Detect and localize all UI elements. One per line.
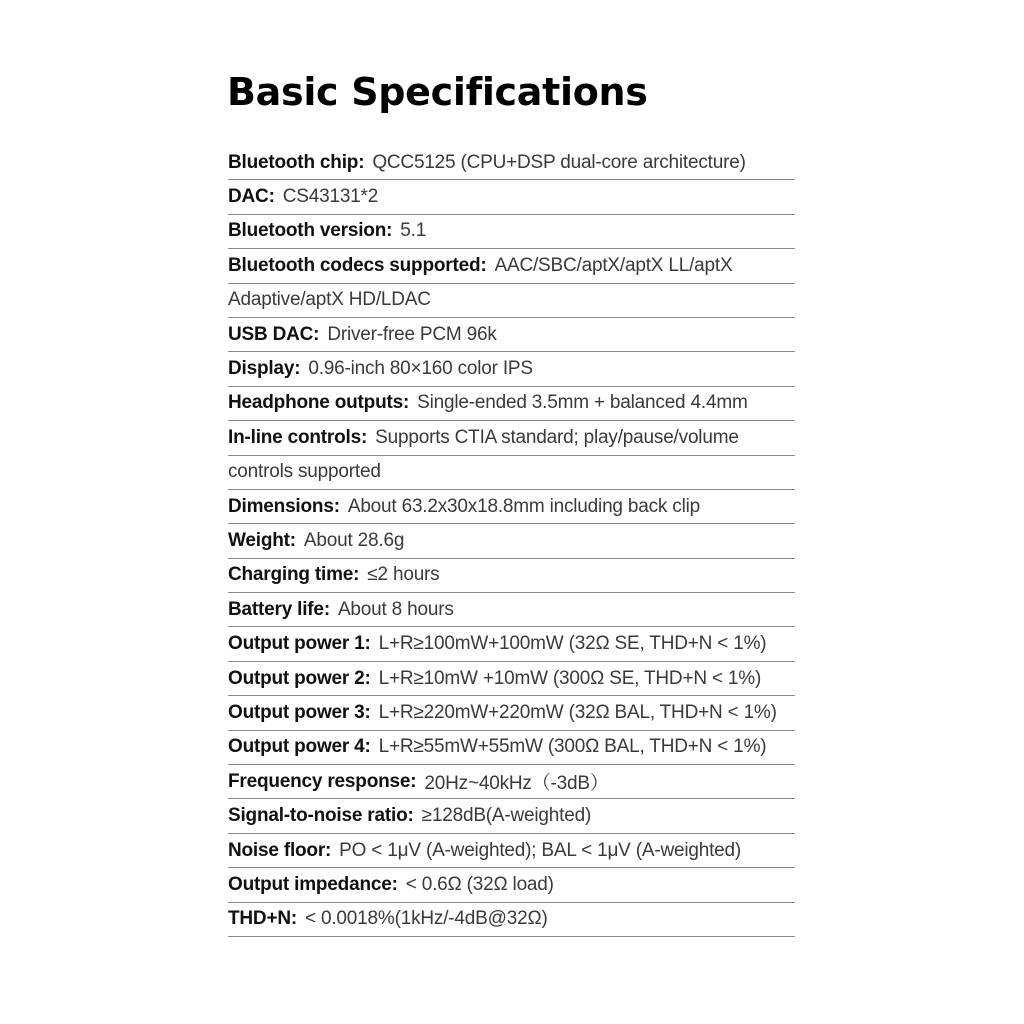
spec-separator: : (325, 839, 332, 861)
spec-separator: : (364, 667, 371, 689)
spec-value: About 8 hours (337, 598, 454, 620)
spec-label: Noise floor (228, 839, 326, 861)
spec-value: Driver-free PCM 96k (327, 323, 497, 345)
spec-label: Signal-to-noise ratio (228, 805, 408, 827)
spec-row-display (228, 352, 795, 386)
spec-row-bluetooth-codecs-continued (228, 284, 795, 318)
spec-row-usb-dac (228, 318, 795, 352)
spec-value: PO < 1μV (A-weighted); BAL < 1μV (A-weighted) (339, 839, 742, 861)
spec-value: 5.1 (400, 220, 427, 242)
spec-label: DAC (228, 186, 269, 208)
spec-row-output-power-1 (228, 627, 795, 661)
spec-separator: : (364, 701, 371, 723)
spec-separator: : (407, 805, 414, 827)
spec-row-output-impedance (228, 868, 795, 902)
spec-value: ≥128dB(A-weighted) (421, 805, 592, 827)
spec-separator: : (364, 633, 371, 655)
spec-separator: : (290, 908, 298, 930)
spec-row-thd-n (228, 903, 795, 937)
spec-value: Single-ended 3.5mm + balanced 4.4mm (417, 392, 748, 414)
spec-value: L+R≥55mW+55mW (300Ω BAL, THD+N < 1%) (378, 736, 767, 758)
spec-label: Bluetooth codecs supported (228, 254, 481, 276)
spec-label: In-line controls (228, 426, 361, 448)
spec-separator: : (333, 495, 340, 517)
spec-label: Output power 2 (228, 667, 365, 689)
spec-value: L+R≥220mW+220mW (32Ω BAL, THD+N < 1%) (378, 701, 777, 723)
spec-row-bluetooth-chip (228, 146, 795, 180)
spec-value: < 0.0018%(1kHz/-4dB@32Ω) (305, 908, 548, 930)
spec-value: < 0.6Ω (32Ω load) (405, 873, 554, 895)
spec-label: Output power 4 (228, 736, 365, 758)
spec-label: Weight (228, 529, 290, 551)
spec-separator: : (313, 323, 320, 345)
spec-value: 0.96-inch 80×160 color IPS (308, 358, 533, 380)
spec-row-bluetooth-codecs (228, 249, 795, 283)
spec-separator: : (289, 529, 296, 551)
spec-label: Battery life (228, 598, 324, 620)
spec-label: Display (228, 358, 295, 380)
spec-label: THD+N (228, 908, 291, 930)
spec-separator: : (410, 770, 417, 792)
spec-row-inline-controls (228, 421, 795, 455)
spec-value-continued: Adaptive/aptX HD/LDAC (228, 289, 431, 311)
spec-label: Bluetooth version (228, 220, 387, 242)
spec-row-noise-floor (228, 834, 795, 868)
spec-row-output-power-3 (228, 696, 795, 730)
spec-label: Headphone outputs (228, 392, 403, 414)
spec-separator: : (364, 736, 371, 758)
spec-separator: : (323, 598, 330, 620)
spec-row-charging-time (228, 559, 795, 593)
spec-row-headphone-outputs (228, 387, 795, 421)
spec-value: About 63.2x30x18.8mm including back clip (347, 495, 700, 517)
spec-separator: : (480, 254, 487, 276)
spec-row-dimensions (228, 490, 795, 524)
spec-list (228, 146, 795, 937)
spec-value: CS43131*2 (282, 186, 379, 208)
spec-row-signal-to-noise (228, 799, 795, 833)
spec-label: Dimensions (228, 495, 334, 517)
spec-separator: : (358, 151, 365, 173)
spec-label: Output power 1 (228, 633, 365, 655)
page-title: Basic Specifications (227, 70, 648, 114)
spec-label: Output power 3 (228, 701, 365, 723)
spec-row-frequency-response (228, 765, 795, 799)
spec-separator: : (391, 873, 398, 895)
spec-label: Bluetooth chip (228, 151, 359, 173)
spec-separator: : (402, 392, 410, 414)
spec-value: 20Hz~40kHz（-3dB） (424, 773, 609, 795)
spec-value: QCC5125 (CPU+DSP dual-core architecture) (372, 151, 746, 173)
spec-row-bluetooth-version (228, 215, 795, 249)
spec-row-output-power-4 (228, 731, 795, 765)
spec-separator: : (268, 186, 275, 208)
spec-separator: : (360, 426, 368, 448)
spec-value: L+R≥100mW+100mW (32Ω SE, THD+N < 1%) (378, 633, 767, 655)
spec-separator: : (353, 564, 360, 586)
spec-row-dac (228, 180, 795, 214)
spec-row-output-power-2 (228, 662, 795, 696)
spec-separator: : (294, 358, 301, 380)
spec-label: Frequency response (228, 770, 411, 792)
spec-row-weight (228, 524, 795, 558)
spec-label: Charging time (228, 564, 354, 586)
spec-label: Output impedance (228, 873, 392, 895)
spec-value: About 28.6g (303, 529, 405, 551)
spec-value: AAC/SBC/aptX/aptX LL/aptX (494, 254, 733, 276)
spec-value: ≤2 hours (367, 564, 440, 586)
spec-value-continued: controls supported (228, 461, 381, 483)
spec-row-inline-controls-continued (228, 456, 795, 490)
spec-row-battery-life (228, 593, 795, 627)
spec-separator: : (386, 220, 393, 242)
spec-value: Supports CTIA standard; play/pause/volume (375, 426, 739, 448)
spec-label: USB DAC (228, 323, 314, 345)
spec-value: L+R≥10mW +10mW (300Ω SE, THD+N < 1%) (378, 667, 762, 689)
